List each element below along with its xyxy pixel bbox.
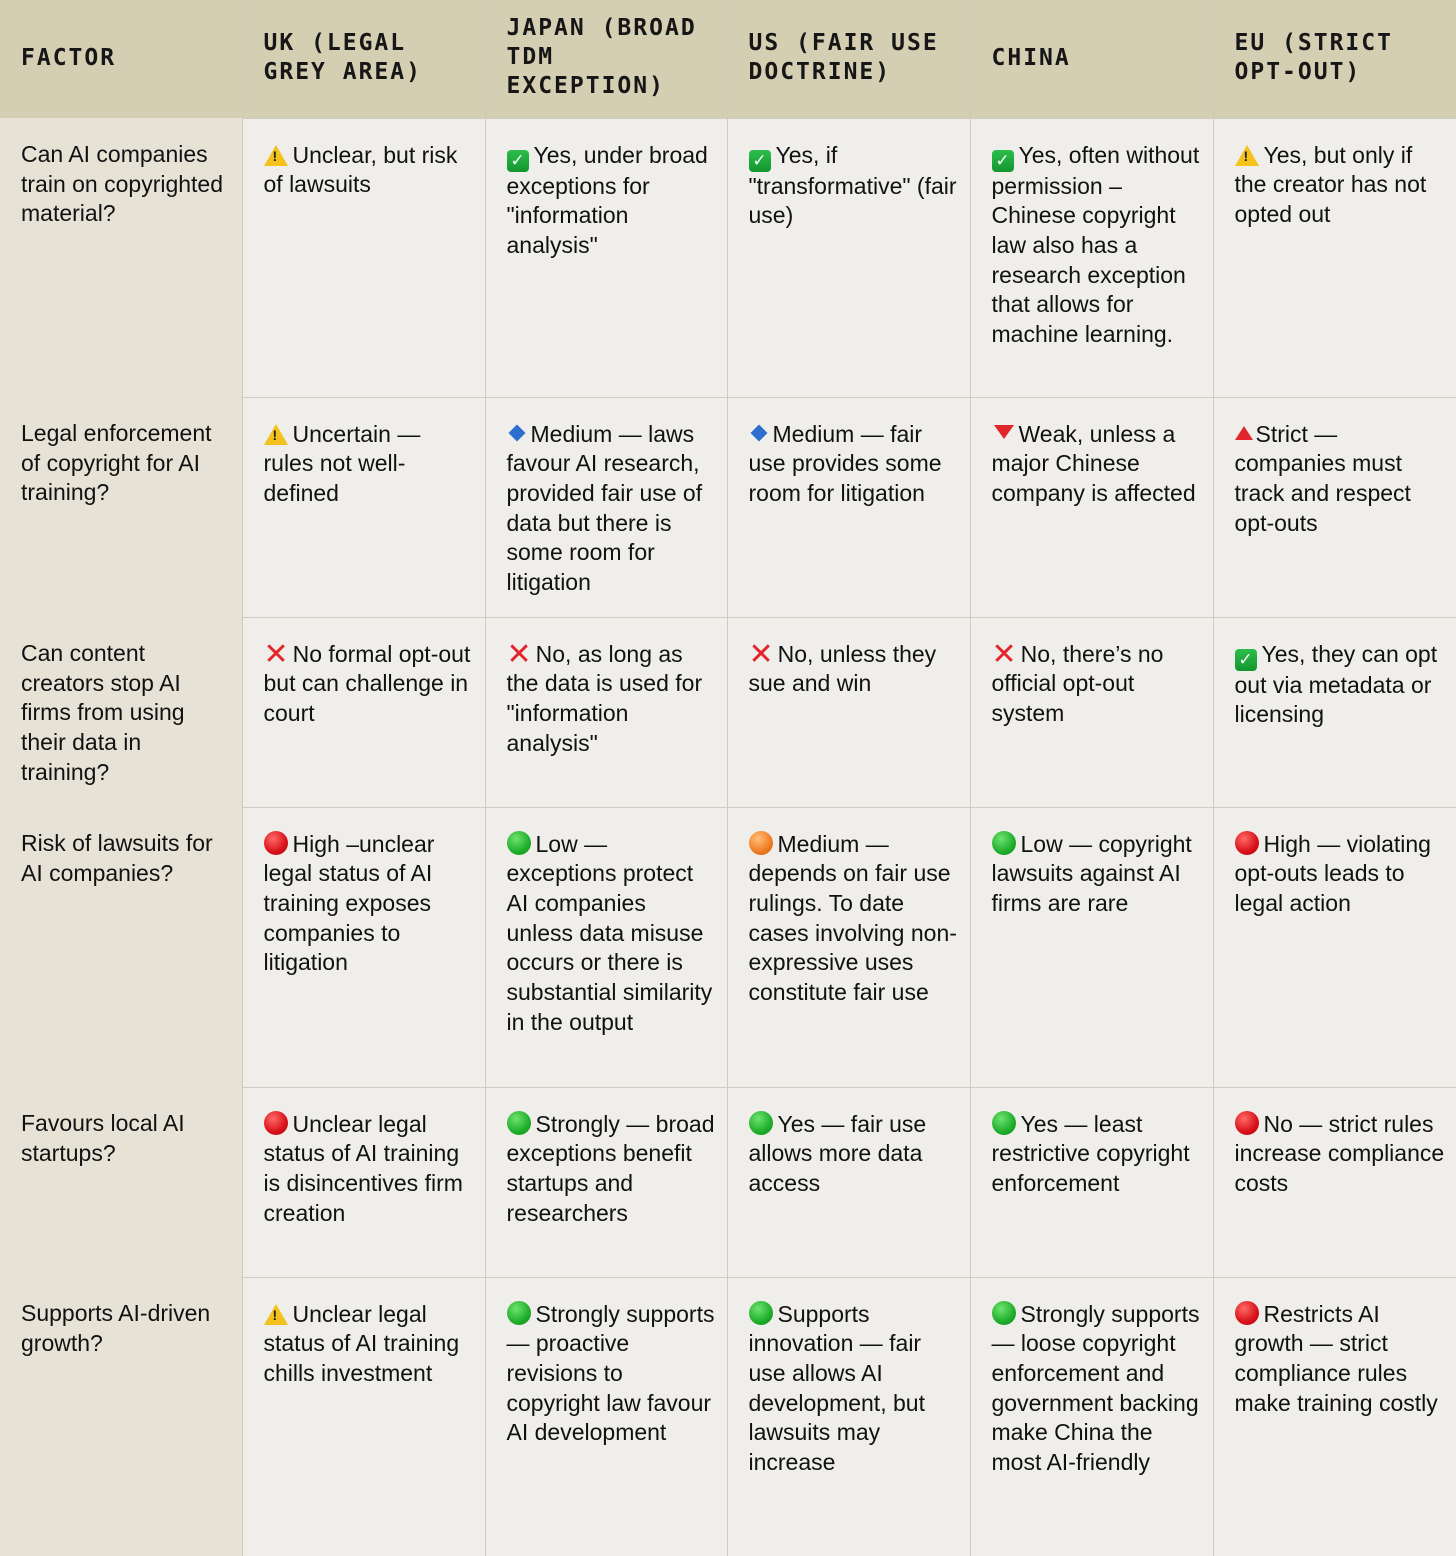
table-cell: [727, 1277, 970, 1556]
red-circle-icon: [1235, 1301, 1259, 1325]
table-row: [0, 617, 1456, 807]
table-cell: [242, 397, 485, 617]
cell-text: Yes — least restrictive copyright enforcement: [991, 1110, 1190, 1196]
column-header-china: CHINA: [970, 0, 1213, 118]
check-icon: ✓: [749, 150, 771, 172]
table-row: [0, 807, 1456, 1087]
red-circle-icon: [1235, 831, 1259, 855]
cell-text: High –unclear legal status of AI training exposes companies to litigation: [263, 830, 435, 976]
factor-cell: Legal enforcement of copyright for AI training?: [0, 397, 242, 617]
cross-icon: ✕: [263, 637, 289, 671]
table-cell: [970, 397, 1213, 617]
table-cell: [242, 1277, 485, 1556]
table-row: [0, 118, 1456, 397]
table-cell: [727, 807, 970, 1087]
table-cell: [727, 118, 970, 397]
warning-icon: [264, 145, 288, 166]
table-cell: [485, 617, 727, 807]
green-circle-icon: [749, 1301, 773, 1325]
cell-text: Medium — fair use provides some room for litigation: [748, 420, 942, 506]
table-cell: [485, 1087, 727, 1277]
red-circle-icon: [264, 1111, 288, 1135]
green-circle-icon: [992, 1111, 1016, 1135]
cell-text: Strongly — broad exceptions benefit startups and researchers: [506, 1110, 715, 1226]
table-row: [0, 1277, 1456, 1556]
factor-cell: Can AI companies train on copyrighted material?: [0, 118, 242, 397]
cell-text: Unclear, but risk of lawsuits: [263, 141, 458, 198]
table-cell: [485, 397, 727, 617]
cell-text: Restricts AI growth — strict compliance rules make training costly: [1234, 1300, 1438, 1416]
red-triangle-down-icon: [994, 425, 1014, 439]
green-circle-icon: [507, 831, 531, 855]
cell-text: No, there’s no official opt-out system: [991, 640, 1164, 726]
factor-cell: Favours local AI startups?: [0, 1087, 242, 1277]
table-cell: [1213, 807, 1456, 1087]
red-circle-icon: [264, 831, 288, 855]
red-circle-icon: [1235, 1111, 1259, 1135]
column-header-factor: FACTOR: [0, 0, 242, 118]
green-circle-icon: [992, 831, 1016, 855]
cell-text: Supports innovation — fair use allows AI development, but lawsuits may increase: [748, 1300, 925, 1476]
factor-cell: Risk of lawsuits for AI companies?: [0, 807, 242, 1087]
green-circle-icon: [507, 1111, 531, 1135]
cell-text: Yes, if "transformative" (fair use): [748, 141, 957, 229]
cell-text: Yes, but only if the creator has not opted out: [1234, 141, 1427, 227]
cell-text: No, as long as the data is used for "information analysis": [506, 640, 703, 756]
table-cell: [242, 617, 485, 807]
table-cell: [485, 807, 727, 1087]
table-cell: [970, 1087, 1213, 1277]
column-header-uk: UK (LEGAL GREY AREA): [242, 0, 485, 118]
check-icon: ✓: [1235, 649, 1257, 671]
cell-text: Yes — fair use allows more data access: [748, 1110, 927, 1196]
blue-diamond-icon: [750, 424, 767, 441]
warning-icon: [1235, 145, 1259, 166]
cell-text: Yes, they can opt out via metadata or licensing: [1234, 640, 1438, 728]
blue-diamond-icon: [508, 424, 525, 441]
cross-icon: ✕: [506, 637, 532, 671]
header-row: [0, 0, 1456, 118]
table-cell: [242, 807, 485, 1087]
table-cell: [970, 1277, 1213, 1556]
cell-text: Yes, often without permission –Chinese copyright law also has a research exception that allows for machine learning.: [991, 141, 1200, 348]
table-cell: [242, 118, 485, 397]
cell-text: Low — copyright lawsuits against AI firms are rare: [991, 830, 1192, 916]
table-cell: [1213, 118, 1456, 397]
cell-text: Weak, unless a major Chinese company is affected: [991, 420, 1196, 506]
table-cell: [970, 617, 1213, 807]
green-circle-icon: [507, 1301, 531, 1325]
table-cell: [727, 397, 970, 617]
check-icon: ✓: [507, 150, 529, 172]
green-circle-icon: [992, 1301, 1016, 1325]
column-header-us: US (FAIR USE DOCTRINE): [727, 0, 970, 118]
table-cell: [970, 807, 1213, 1087]
table-row: [0, 1087, 1456, 1277]
cell-text: Uncertain — rules not well-defined: [263, 420, 421, 506]
cell-text: Low — exceptions protect AI companies unless data misuse occurs or there is substantial similarity in the output: [506, 830, 713, 1035]
table-row: [0, 397, 1456, 617]
cell-text: Medium — depends on fair use rulings. To date cases involving non-expressive uses constitute fair use: [748, 830, 957, 1006]
factor-cell: Can content creators stop AI firms from using their data in training?: [0, 617, 242, 807]
orange-circle-icon: [749, 831, 773, 855]
cross-icon: ✕: [991, 637, 1017, 671]
cell-text: No formal opt-out but can challenge in court: [263, 640, 471, 726]
cell-text: No — strict rules increase compliance costs: [1234, 1110, 1445, 1196]
table-cell: [970, 118, 1213, 397]
cell-text: Medium — laws favour AI research, provided fair use of data but there is some room for litigation: [506, 420, 703, 596]
table-cell: [1213, 617, 1456, 807]
table-cell: [1213, 1087, 1456, 1277]
table-cell: [727, 617, 970, 807]
factor-cell: Supports AI-driven growth?: [0, 1277, 242, 1556]
check-icon: ✓: [992, 150, 1014, 172]
column-header-japan: JAPAN (BROAD TDM EXCEPTION): [485, 0, 727, 118]
cell-text: Yes, under broad exceptions for "information analysis": [506, 141, 708, 258]
cell-text: Strict — companies must track and respect opt-outs: [1234, 420, 1411, 536]
column-header-eu: EU (STRICT OPT-OUT): [1213, 0, 1456, 118]
cell-text: Strongly supports — loose copyright enforcement and government backing make China the most AI-friendly: [991, 1300, 1200, 1476]
table-cell: [1213, 397, 1456, 617]
green-circle-icon: [749, 1111, 773, 1135]
warning-icon: [264, 1304, 288, 1325]
table-cell: [242, 1087, 485, 1277]
cell-text: High — violating opt-outs leads to legal action: [1234, 830, 1431, 916]
table-cell: [485, 118, 727, 397]
cross-icon: ✕: [748, 637, 774, 671]
warning-icon: [264, 424, 288, 445]
cell-text: Strongly supports — proactive revisions to copyright law favour AI development: [506, 1300, 715, 1446]
cell-text: No, unless they sue and win: [748, 640, 937, 697]
cell-text: Unclear legal status of AI training is disincentives firm creation: [263, 1110, 463, 1226]
table-cell: [485, 1277, 727, 1556]
cell-text: Unclear legal status of AI training chills investment: [263, 1300, 460, 1386]
table-cell: [1213, 1277, 1456, 1556]
red-triangle-up-icon: [1235, 426, 1253, 440]
table-cell: [727, 1087, 970, 1277]
